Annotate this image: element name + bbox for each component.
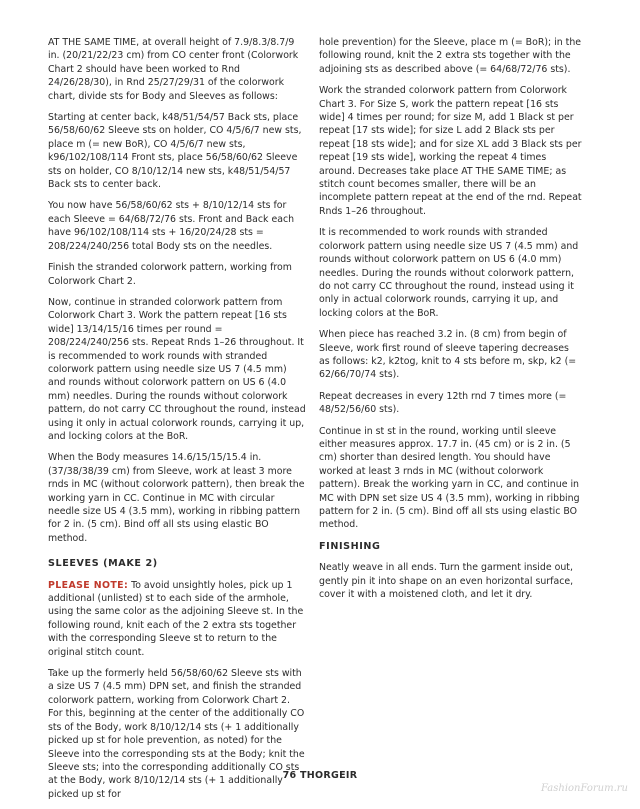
please-note-label: PLEASE NOTE: bbox=[48, 579, 129, 591]
paragraph: You now have 56/58/60/62 sts + 8/10/12/14 sts for each Sleeve = 64/68/72/76 sts. Front and Back each have 96/102/108/114 sts + 16/20/24/28 sts = 208/224/240/256 total Body sts on the needles. bbox=[48, 200, 295, 252]
sleeves-heading: SLEEVES (MAKE 2) bbox=[48, 558, 158, 570]
paragraph: Starting at center back, k48/51/54/57 Back sts, place 56/58/60/62 Sleeve sts on holder, CO 4/5/6/7 new sts, place m (= new BoR), CO 4/5/6/7 new sts, k96/102/108/114 Front sts, place 56/58/60/62 Sleeve sts on holder, CO 8/10/12/14 new sts, k48/51/54/57 Back sts to center back. bbox=[48, 112, 302, 191]
please-note-paragraph bbox=[48, 579, 306, 659]
paragraph: When piece has reached 3.2 in. (8 cm) from begin of Sleeve, work first round of sleeve tapering decreases as follows: k2, k2tog, knit to 4 sts before m, skp, k2 (= 62/66/70/74 sts). bbox=[319, 329, 577, 381]
right-column bbox=[319, 36, 582, 609]
paragraph: It is recommended to work rounds with stranded colorwork pattern using needle size US 7 (4.5 mm) and rounds without colorwork pattern on US 6 (4.0 mm) needles. During the rounds without colorwork pattern, do not carry CC throughout the round, instead using it only in actual colorwork rounds, carrying it up, and locking colors at the BoR. bbox=[319, 227, 579, 319]
paragraph: Neatly weave in all ends. Turn the garment inside out, gently pin it into shape on an even horizontal surface, cover it with a moistened cloth, and let it dry. bbox=[319, 562, 574, 601]
page-footer: 76 THORGEIR bbox=[282, 770, 358, 781]
finishing-heading: FINISHING bbox=[319, 540, 381, 552]
paragraph: Continue in st st in the round, working until sleeve either measures approx. 17.7 in. (45 cm) or is 2 in. (5 cm) shorter than desired length. You should have worked at least 3 rnds in MC (without colorwork pattern). Break the working yarn in CC, and continue in MC with DPN set size US 4 (3.5 mm), working in ribbing pattern for 2 in. (5 cm). Bind off all sts using elastic BO method. bbox=[319, 425, 580, 531]
paragraph: AT THE SAME TIME, at overall height of 7.9/8.3/8.7/9 in. (20/21/22/23 cm) from CO center front (Colorwork Chart 2 should have been worked to Rnd 24/26/28/30), in Rnd 25/27/29/31 of the colorwork chart, divide sts for Body and Sleeves as follows: bbox=[48, 37, 299, 102]
paragraph: Finish the stranded colorwork pattern, working from Colorwork Chart 2. bbox=[48, 262, 292, 287]
paragraph: When the Body measures 14.6/15/15/15.4 in. (37/38/38/39 cm) from Sleeve, work at least 3 more rnds in MC (without colorwork pattern), then break the working yarn in CC. Continue in MC with circular needle size US 4 (3.5 mm), working in ribbing pattern for 2 in. (5 cm). Bind off all sts using elastic BO method. bbox=[48, 452, 305, 544]
paragraph: Now, continue in stranded colorwork pattern from Colorwork Chart 3. Work the pattern repeat [16 sts wide] 13/14/15/16 times per round = 208/224/240/256 sts. Repeat Rnds 1–26 throughout. It is recommended to work rounds with stranded colorwork pattern using needle size US 7 (4.5 mm) and rounds without colorwork pattern on US 6 (4.0 mm) needles. During the rounds without colorwork pattern, do not carry CC throughout the round, instead using it only in actual colorwork rounds, carrying it up, and locking colors at the BoR. bbox=[48, 296, 306, 442]
paragraph: Repeat decreases in every 12th rnd 7 times more (= 48/52/56/60 sts). bbox=[319, 390, 567, 416]
watermark: FashionForum.ru bbox=[541, 783, 628, 794]
please-note-text: To avoid unsightly holes, pick up 1 additional (unlisted) st to each side of the armhole, using the same color as the adjoining Sleeve st. In the following round, knit each of the 2 extra sts together with the corresponding Sleeve st to return to the original stitch count. bbox=[48, 579, 304, 658]
paragraph: Take up the formerly held 56/58/60/62 Sleeve sts with a size US 7 (4.5 mm) DPN set, and finish the stranded colorwork pattern, working from Colorwork Chart 2. For this, beginning at the center of the additionally CO sts of the Body, work 8/10/12/14 sts (+ 1 additionally picked up st for hole prevention, as noted) for the Sleeve into the corresponding sts at the Body; knit the Sleeve sts; into the corresponding additionally CO sts at the Body, work 8/10/12/14 sts (+ 1 additionally picked up st for bbox=[48, 668, 305, 800]
left-column bbox=[48, 36, 306, 809]
paragraph: Work the stranded colorwork pattern from Colorwork Chart 3. For Size S, work the pattern repeat [16 sts wide] 4 times per round; for size M, add 1 Black st per repeat [17 sts wide]; for size L add 2 Black sts per repeat [18 sts wide]; and for size XL add 3 Black sts per repeat [19 sts wide], working the repeat 4 times around. Decreases take place AT THE SAME TIME; as stitch count becomes smaller, there will be an incomplete pattern repeat at the end of the rnd. Repeat Rnds 1–26 throughout. bbox=[319, 85, 582, 217]
paragraph: hole prevention) for the Sleeve, place m (= BoR); in the following round, knit the 2 extra sts together with the adjoining sts as described above (= 64/68/72/76 sts). bbox=[319, 37, 582, 75]
